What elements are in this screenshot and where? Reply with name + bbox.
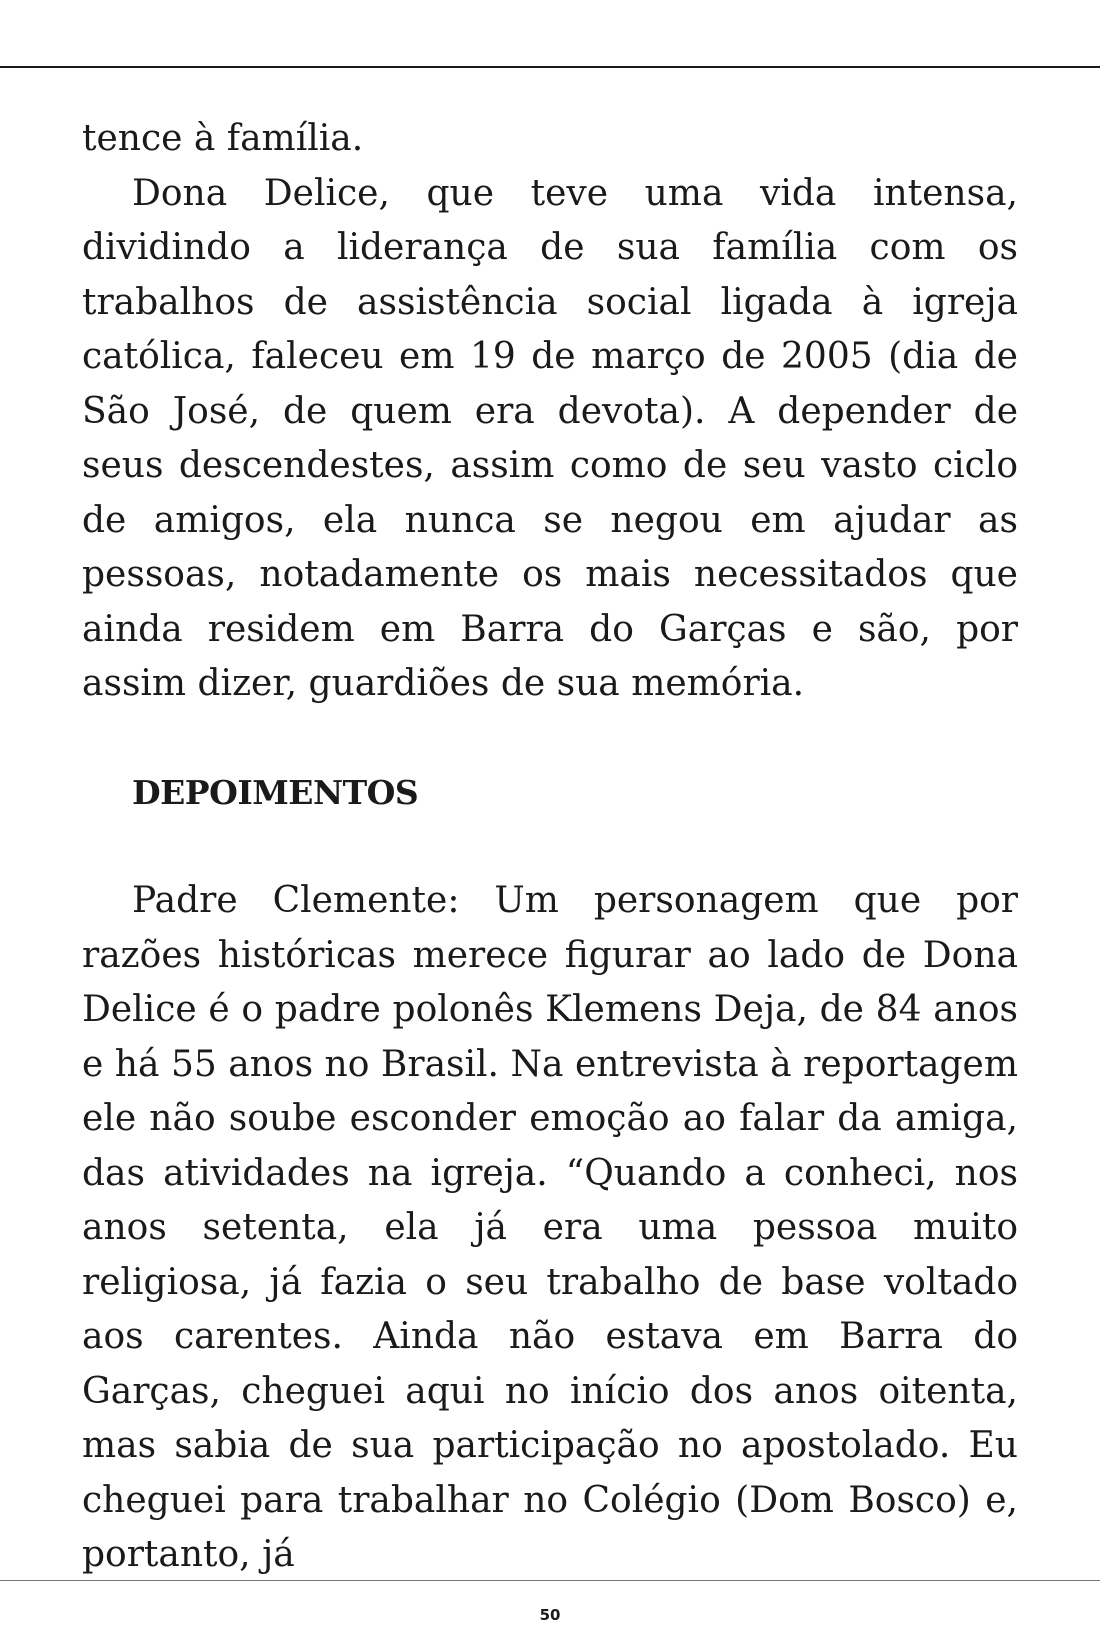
paragraph-continuation: tence à família. <box>82 118 364 159</box>
top-rule <box>0 66 1100 68</box>
section-heading: DEPOIMENTOS <box>132 772 419 812</box>
paragraph-dona-delice: Dona Delice, que teve uma vida intensa, dividindo a liderança de sua família com os trabalhos de assistência social ligada à igreja católica, faleceu em 19 de março de 2005 (dia de São José, de quem era devota). A depender de seus descendestes, assim como de seu vasto ciclo de amigos, ela nunca se negou em ajudar as pessoas, notadamente os mais necessitados que ainda residem em Barra do Garças e são, por assim dizer, guardiões de sua memória. <box>82 172 1018 704</box>
bottom-rule <box>0 1580 1100 1581</box>
page-body <box>82 112 1018 1583</box>
page-number: 50 <box>539 1606 561 1624</box>
paragraph-padre-clemente: Padre Clemente: Um personagem que por razões históricas merece figurar ao lado de Dona Delice é o padre polonês Klemens Deja, de 84 anos e há 55 anos no Brasil. Na entrevista à reportagem ele não soube esconder emoção ao falar da amiga, das atividades na igreja. “Quando a conheci, nos anos setenta, ela já era uma pessoa muito religiosa, já fazia o seu trabalho de base voltado aos carentes. Ainda não estava em Barra do Garças, cheguei aqui no início dos anos oitenta, mas sabia de sua participação no apostolado. Eu cheguei para trabalhar no Colégio (Dom Bosco) e, portanto, já <box>82 880 1018 1575</box>
